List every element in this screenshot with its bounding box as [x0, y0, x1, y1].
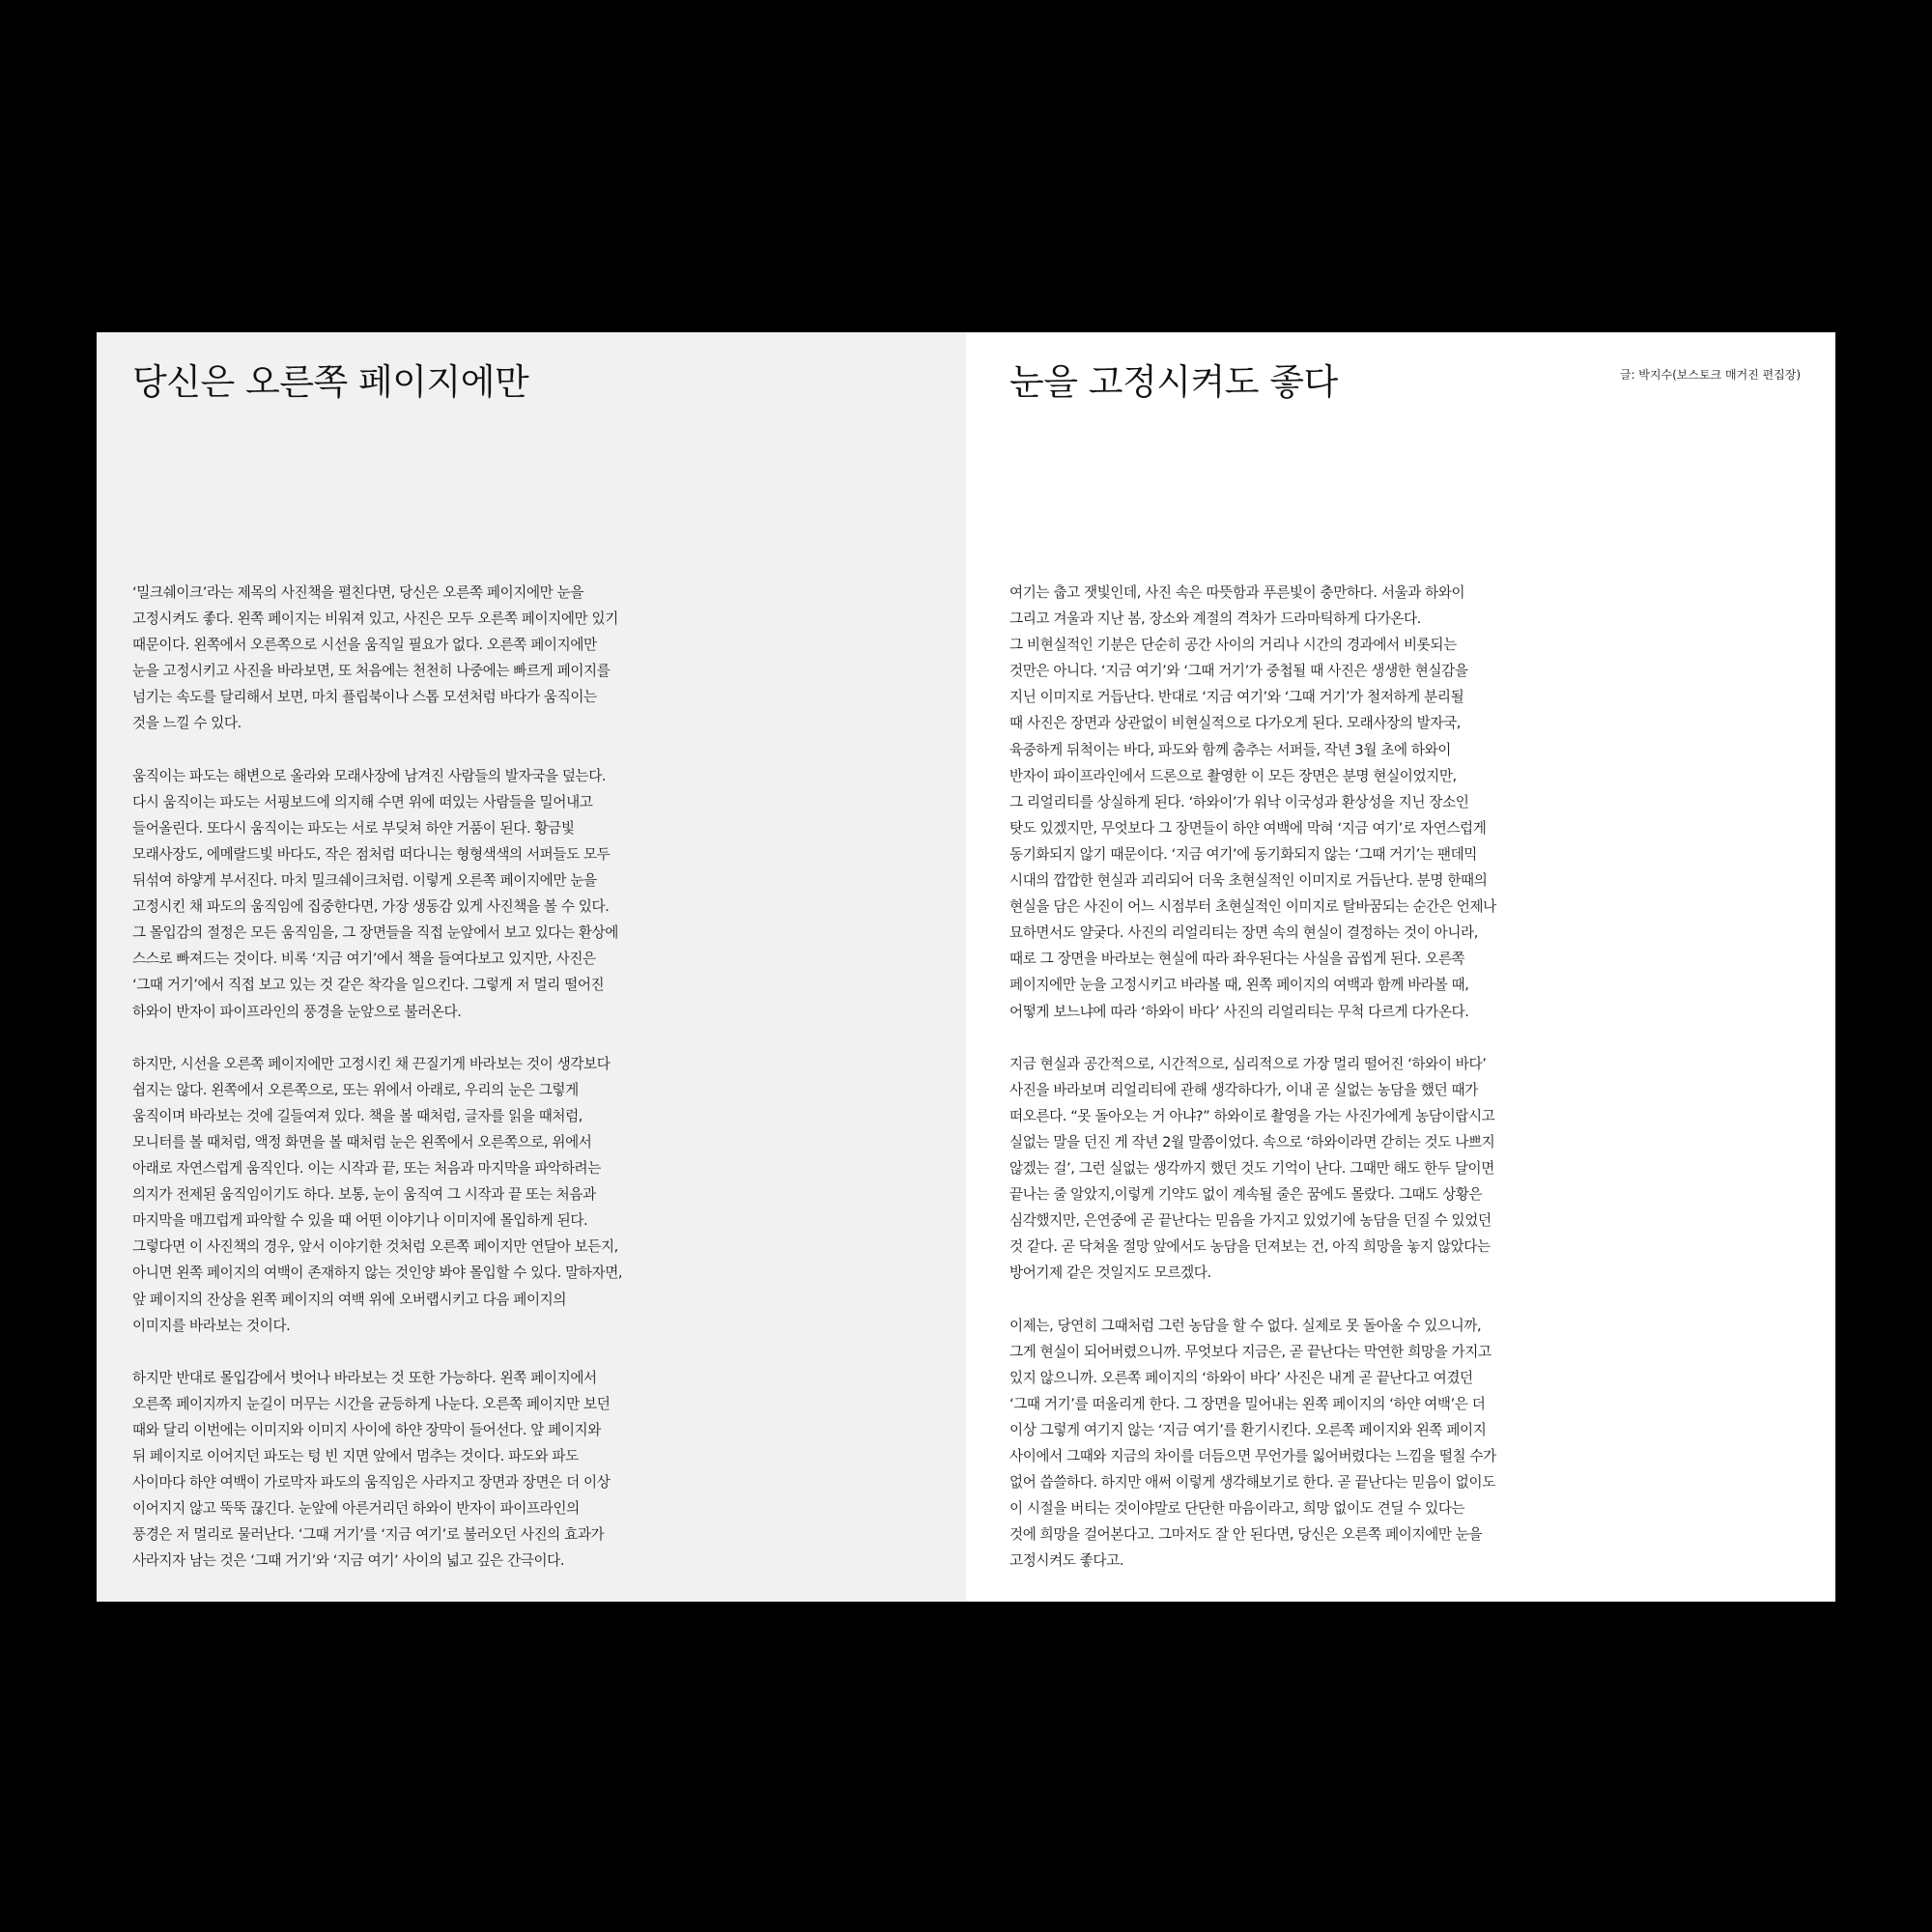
text-line: 지금 현실과 공간적으로, 시간적으로, 심리적으로 가장 멀리 떨어진 ‘하와이 바다’ — [1009, 1055, 1487, 1072]
text-line: 여기는 춥고 잿빛인데, 사진 속은 따뜻함과 푸른빛이 충만하다. 서울과 하와이 — [1009, 584, 1465, 601]
text-line: 다시 움직이는 파도는 서핑보드에 의지해 수면 위에 떠있는 사람들을 밀어내고 — [132, 793, 593, 810]
text-line: 아니면 왼쪽 페이지의 여백이 존재하지 않는 것인양 봐야 몰입할 수 있다. 말하자면, — [132, 1264, 623, 1282]
body-paragraph — [1009, 1313, 1496, 1575]
text-line: 어떻게 보느냐에 따라 ‘하와이 바다’ 사진의 리얼리티는 무척 다르게 다가온다. — [1009, 1003, 1469, 1020]
text-line: 탓도 있겠지만, 무엇보다 그 장면들이 하얀 여백에 막혀 ‘지금 여기’로 자연스럽게 — [1009, 819, 1487, 837]
text-line: 반자이 파이프라인에서 드론으로 촬영한 이 모든 장면은 분명 현실이었지만, — [1009, 767, 1457, 784]
text-line: 들어올린다. 또다시 움직이는 파도는 서로 부딪쳐 하얀 거품이 된다. 황금빛 — [132, 819, 575, 837]
right-page-body — [1009, 580, 1496, 1575]
text-line: 이미지를 바라보는 것이다. — [132, 1317, 291, 1334]
text-line: 고정시켜도 좋다고. — [1009, 1552, 1124, 1570]
text-line: 사이마다 하얀 여백이 가로막자 파도의 움직임은 사라지고 장면과 장면은 더 이상 — [132, 1474, 611, 1492]
text-line: 쉽지는 않다. 왼쪽에서 오른쪽으로, 또는 위에서 아래로, 우리의 눈은 그렇게 — [132, 1081, 579, 1098]
author-byline: 글: 박지수(보스토크 매거진 편집장) — [1619, 368, 1801, 382]
text-line: 육중하게 뒤척이는 바다, 파도와 함께 춤추는 서퍼들, 작년 3월 초에 하와이 — [1009, 741, 1451, 758]
right-page-heading: 눈을 고정시켜도 좋다 — [1009, 361, 1338, 403]
text-line: 하지만, 시선을 오른쪽 페이지에만 고정시킨 채 끈질기게 바라보는 것이 생각보다 — [132, 1055, 611, 1072]
text-line: 움직이는 파도는 해변으로 올라와 모래사장에 남겨진 사람들의 발자국을 덮는다. — [132, 767, 607, 784]
body-paragraph — [132, 763, 622, 1025]
text-line: 때 사진은 장면과 상관없이 비현실적으로 다가오게 된다. 모래사장의 발자국, — [1009, 715, 1462, 732]
text-line: 때문이다. 왼쪽에서 오른쪽으로 시선을 움직일 필요가 없다. 오른쪽 페이지에만 — [132, 637, 597, 654]
text-line: 스스로 빠져드는 것이다. 비록 ‘지금 여기’에서 책을 들여다보고 있지만, 사진은 — [132, 951, 596, 968]
text-line: 넘기는 속도를 달리해서 보면, 마치 플립북이나 스톱 모션처럼 바다가 움직이는 — [132, 689, 597, 706]
magazine-spread — [97, 332, 1835, 1602]
text-line: 풍경은 저 멀리로 물러난다. ‘그때 거기’를 ‘지금 여기’로 불러오던 사진의 효과가 — [132, 1526, 605, 1544]
text-line: 있지 않으니까. 오른쪽 페이지의 ‘하와이 바다’ 사진은 내게 곧 끝난다고 여겼던 — [1009, 1369, 1473, 1386]
text-line: 아래로 자연스럽게 움직인다. 이는 시작과 끝, 또는 처음과 마지막을 파악하려는 — [132, 1160, 601, 1178]
text-line: 하지만 반대로 몰입감에서 벗어나 바라보는 것 또한 가능하다. 왼쪽 페이지에서 — [132, 1369, 597, 1386]
text-line: 떠오른다. “못 돌아오는 거 아냐?” 하와이로 촬영을 가는 사진가에게 농담이랍시고 — [1009, 1107, 1495, 1124]
body-paragraph — [132, 1365, 622, 1575]
body-paragraph — [132, 1051, 622, 1339]
text-line: 하와이 반자이 파이프라인의 풍경을 눈앞으로 불러온다. — [132, 1003, 462, 1020]
left-page-heading: 당신은 오른쪽 페이지에만 — [132, 361, 529, 403]
text-line: 묘하면서도 얄궂다. 사진의 리얼리티는 장면 속의 현실이 결정하는 것이 아니라, — [1009, 924, 1478, 942]
text-line: 고정시켜도 좋다. 왼쪽 페이지는 비워져 있고, 사진은 모두 오른쪽 페이지에만 있기 — [132, 611, 618, 628]
text-line: 않겠는 걸’, 그런 실없는 생각까지 했던 것도 기억이 난다. 그때만 해도 한두 달이면 — [1009, 1160, 1494, 1178]
text-line: 사진을 바라보며 리얼리티에 관해 생각하다가, 이내 곧 실없는 농담을 했던 때가 — [1009, 1081, 1478, 1098]
text-line: 그 몰입감의 절정은 모든 움직임을, 그 장면들을 직접 눈앞에서 보고 있다는 환상에 — [132, 924, 618, 942]
text-line: 실없는 말을 던진 게 작년 2월 말쯤이었다. 속으로 ‘하와이라면 갇히는 것도 나쁘지 — [1009, 1133, 1495, 1151]
text-line: 고정시킨 채 파도의 움직임에 집중한다면, 가장 생동감 있게 사진책을 볼 수 있다. — [132, 898, 610, 916]
right-page — [966, 332, 1835, 1602]
text-line: 모래사장도, 에메랄드빛 바다도, 작은 점처럼 떠다니는 형형색색의 서퍼들도 모두 — [132, 845, 611, 863]
text-line: 뒤 페이지로 이어지던 파도는 텅 빈 지면 앞에서 멈추는 것이다. 파도와 파도 — [132, 1448, 579, 1465]
text-line: 시대의 깝깝한 현실과 괴리되어 더욱 초현실적인 이미지로 거듭난다. 분명 한때의 — [1009, 872, 1488, 890]
text-line: 것을 느낄 수 있다. — [132, 715, 242, 732]
text-line: 이제는, 당연히 그때처럼 그런 농담을 할 수 없다. 실제로 못 돌아올 수 있으니까, — [1009, 1317, 1482, 1334]
text-line: 이 시절을 버티는 것이야말로 단단한 마음이라고, 희망 없이도 견딜 수 있다는 — [1009, 1500, 1465, 1518]
text-line: 현실을 담은 사진이 어느 시점부터 초현실적인 이미지로 탈바꿈되는 순간은 언제나 — [1009, 898, 1496, 916]
text-line: ‘밀크쉐이크’라는 제목의 사진책을 펼친다면, 당신은 오른쪽 페이지에만 눈을 — [132, 584, 584, 601]
text-line: 이어지지 않고 뚝뚝 끊긴다. 눈앞에 아른거리던 하와이 반자이 파이프라인의 — [132, 1500, 580, 1518]
text-line: 사이에서 그때와 지금의 차이를 더듬으면 무언가를 잃어버렸다는 느낌을 떨칠 수가 — [1009, 1448, 1496, 1465]
text-line: 눈을 고정시키고 사진을 바라보면, 또 처음에는 천천히 나중에는 빠르게 페이지를 — [132, 663, 611, 680]
text-line: 그 리얼리티를 상실하게 된다. ‘하와이’가 워낙 이국성과 환상성을 지닌 장소인 — [1009, 793, 1469, 810]
text-line: 것에 희망을 걸어본다고. 그마저도 잘 안 된다면, 당신은 오른쪽 페이지에만 눈을 — [1009, 1526, 1483, 1544]
text-line: 것만은 아니다. ‘지금 여기’와 ‘그때 거기’가 중첩될 때 사진은 생생한 현실감을 — [1009, 663, 1468, 680]
text-line: 심각했지만, 은연중에 곧 끝난다는 믿음을 가지고 있었기에 농담을 던질 수 있었던 — [1009, 1212, 1492, 1230]
text-line: 페이지에만 눈을 고정시키고 바라볼 때, 왼쪽 페이지의 여백과 함께 바라볼 때, — [1009, 977, 1469, 994]
text-line: 때와 달리 이번에는 이미지와 이미지 사이에 하얀 장막이 들어선다. 앞 페이지와 — [132, 1422, 601, 1438]
text-line: 그게 현실이 되어버렸으니까. 무엇보다 지금은, 곧 끝난다는 막연한 희망을 가지고 — [1009, 1343, 1492, 1360]
body-paragraph — [1009, 1051, 1496, 1287]
text-line: 뒤섞여 하얗게 부서진다. 마치 밀크쉐이크처럼. 이렇게 오른쪽 페이지에만 눈을 — [132, 872, 597, 890]
text-line: 마지막을 매끄럽게 파악할 수 있을 때 어떤 이야기나 이미지에 몰입하게 된다. — [132, 1212, 588, 1230]
left-page-body — [132, 580, 622, 1575]
text-line: 방어기제 같은 것일지도 모르겠다. — [1009, 1264, 1211, 1282]
body-paragraph — [1009, 580, 1496, 1025]
body-paragraph — [132, 580, 622, 737]
text-line: 때로 그 장면을 바라보는 현실에 따라 좌우된다는 사실을 곱씹게 된다. 오른쪽 — [1009, 951, 1465, 968]
text-line: 끝나는 줄 알았지,이렇게 기약도 없이 계속될 줄은 꿈에도 몰랐다. 그때도 상황은 — [1009, 1186, 1483, 1204]
text-line: ‘그때 거기’에서 직접 보고 있는 것 같은 착각을 일으킨다. 그렇게 저 멀리 떨어진 — [132, 977, 605, 994]
left-page — [97, 332, 966, 1602]
text-line: 이상 그렇게 여기지 않는 ‘지금 여기’를 환기시킨다. 오른쪽 페이지와 왼쪽 페이지 — [1009, 1422, 1487, 1438]
text-line: 동기화되지 않기 때문이다. ‘지금 여기’에 동기화되지 않는 ‘그때 거기’는 팬데믹 — [1009, 845, 1477, 863]
text-line: 그리고 겨울과 지난 봄, 장소와 계절의 격차가 드라마틱하게 다가온다. — [1009, 611, 1421, 628]
text-line: 그 비현실적인 기분은 단순히 공간 사이의 거리나 시간의 경과에서 비롯되는 — [1009, 637, 1457, 654]
text-line: ‘그때 거기’를 떠올리게 한다. 그 장면을 밀어내는 왼쪽 페이지의 ‘하얀 여백’은 더 — [1009, 1395, 1486, 1412]
text-line: 모니터를 볼 때처럼, 액정 화면을 볼 때처럼 눈은 왼쪽에서 오른쪽으로, 위에서 — [132, 1133, 592, 1151]
text-line: 그렇다면 이 사진책의 경우, 앞서 이야기한 것처럼 오른쪽 페이지만 연달아 보든지, — [132, 1238, 618, 1256]
text-line: 앞 페이지의 잔상을 왼쪽 페이지의 여백 위에 오버랩시키고 다음 페이지의 — [132, 1291, 567, 1308]
text-line: 움직이며 바라보는 것에 길들여져 있다. 책을 볼 때처럼, 글자를 읽을 때처럼, — [132, 1107, 583, 1124]
text-line: 의지가 전제된 움직임이기도 하다. 보통, 눈이 움직여 그 시작과 끝 또는 처음과 — [132, 1186, 596, 1204]
text-line: 없어 씁쓸하다. 하지만 애써 이렇게 생각해보기로 한다. 곧 끝난다는 믿음이 없이도 — [1009, 1474, 1495, 1492]
text-line: 지닌 이미지로 거듭난다. 반대로 ‘지금 여기’와 ‘그때 거기’가 철저하게 분리될 — [1009, 689, 1464, 706]
text-line: 오른쪽 페이지까지 눈길이 머무는 시간을 균등하게 나눈다. 오른쪽 페이지만 보던 — [132, 1395, 611, 1412]
text-line: 사라지자 남는 것은 ‘그때 거기’와 ‘지금 여기’ 사이의 넓고 깊은 간극이다. — [132, 1552, 565, 1570]
text-line: 것 같다. 곧 닥쳐올 절망 앞에서도 농담을 던져보는 건, 아직 희망을 놓지 않았다는 — [1009, 1238, 1491, 1256]
